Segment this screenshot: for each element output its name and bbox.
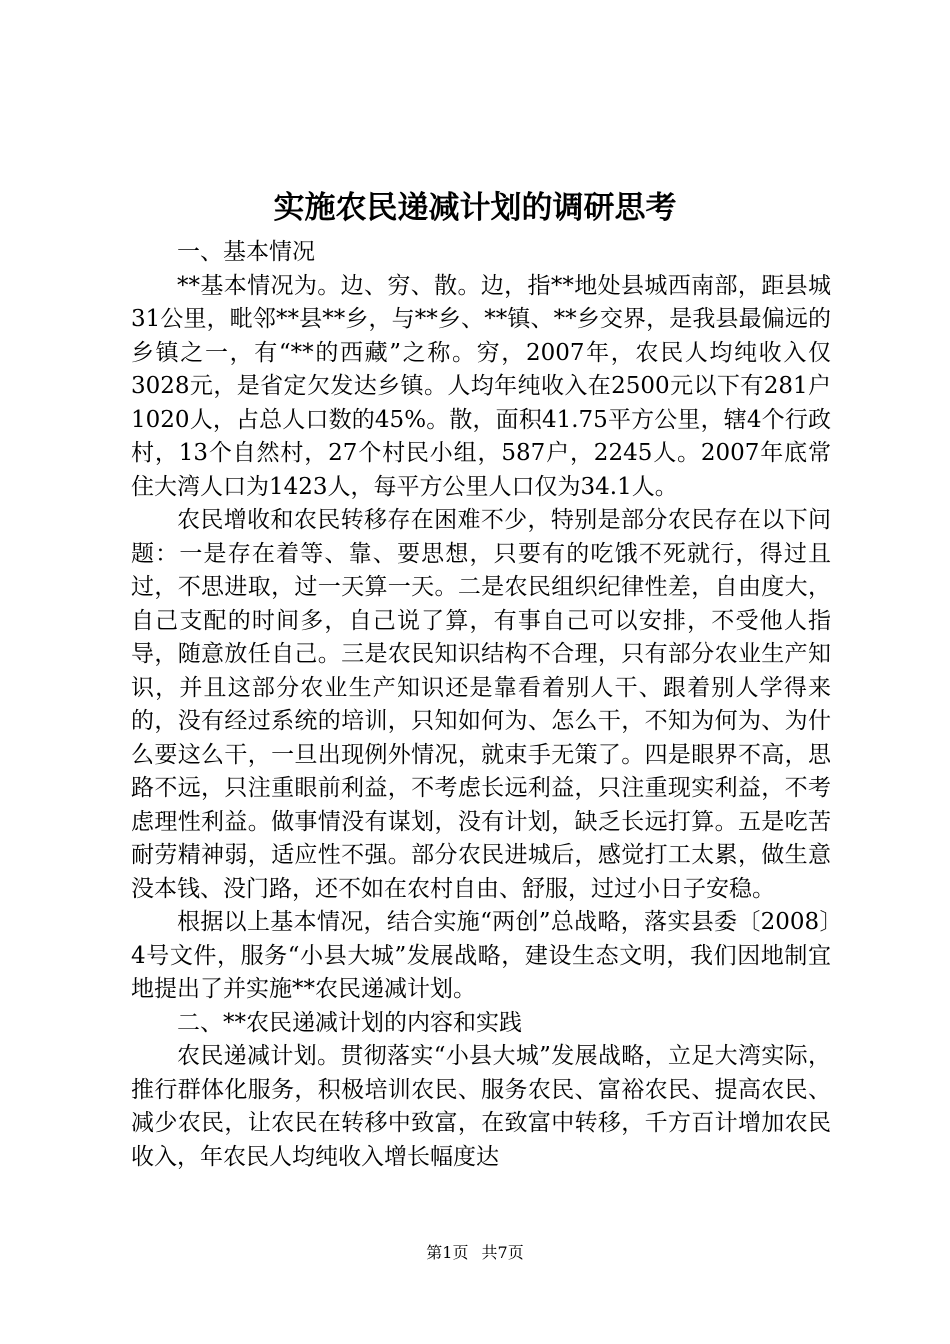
section-heading-2: 二、**农民递减计划的内容和实践 <box>177 1009 522 1036</box>
page-total: 共7页 <box>481 1243 524 1262</box>
paragraph-basic-situation: **基本情况为。边、穷、散。边，指**地处县城西南部，距县城31公里，毗邻**县**乡，与**乡、**镇、**乡交界，是我县最偏远的乡镇之一，有“**的西藏”之称。穷，2007年，农民人均纯收入仅3028元，是省定欠发达乡镇。人均年纯收入在2500元以下有281户1020人，占总人口数的45%。散，面积41.75平方公里，辖4个行政村，13个自然村，27个村民小组，587户，2245人。2007年底常住大湾人口为1423人，每平方公里人口仅为34.1人。 <box>131 272 831 500</box>
paragraph-plan-content: 农民递减计划。贯彻落实“小县大城”发展战略，立足大湾实际，推行群体化服务，积极培训农民、服务农民、富裕农民、提高农民、减少农民，让农民在转移中致富，在致富中转移，千方百计增加农民收入，年农民人均纯收入增长幅度达 <box>131 1043 831 1170</box>
section-heading-1: 一、基本情况 <box>177 239 315 265</box>
document-title: 实施农民递减计划的调研思考 <box>273 190 677 226</box>
paragraph-problems: 农民增收和农民转移存在困难不少，特别是部分农民存在以下问题：一是存在着等、靠、要思想，只要有的吃饿不死就行，得过且过，不思进取，过一天算一天。二是农民组织纪律性差，自由度大，自己支配的时间多，自己说了算，有事自己可以安排，不受他人指导，随意放任自己。三是农民知识结构不合理，只有部分农业生产知识，并且这部分农业生产知识还是靠看着别人干、跟着别人学得来的，没有经过系统的培训，只知如何为、怎么干，不知为何为、为什么要这么干，一旦出现例外情况，就束手无策了。四是眼界不高，思路不远，只注重眼前利益，不考虑长远利益，只注重现实利益，不考虑理性利益。做事情没有谋划，没有计划，缺乏长远打算。五是吃苦耐劳精神弱，适应性不强。部分农民进城后，感觉打工太累，做生意没本钱、没门路，还不如在农村自由、舒服，过过小日子安稳。 <box>131 507 831 902</box>
page-number: 第1页 <box>426 1243 469 1262</box>
paragraph-plan-basis: 根据以上基本情况，结合实施“两创”总战略，落实县委〔2008〕4号文件，服务“小县大城”发展战略，建设生态文明，我们因地制宜地提出了并实施**农民递减计划。 <box>131 909 831 1002</box>
page-footer <box>0 1242 950 1264</box>
document-body <box>131 236 831 1174</box>
